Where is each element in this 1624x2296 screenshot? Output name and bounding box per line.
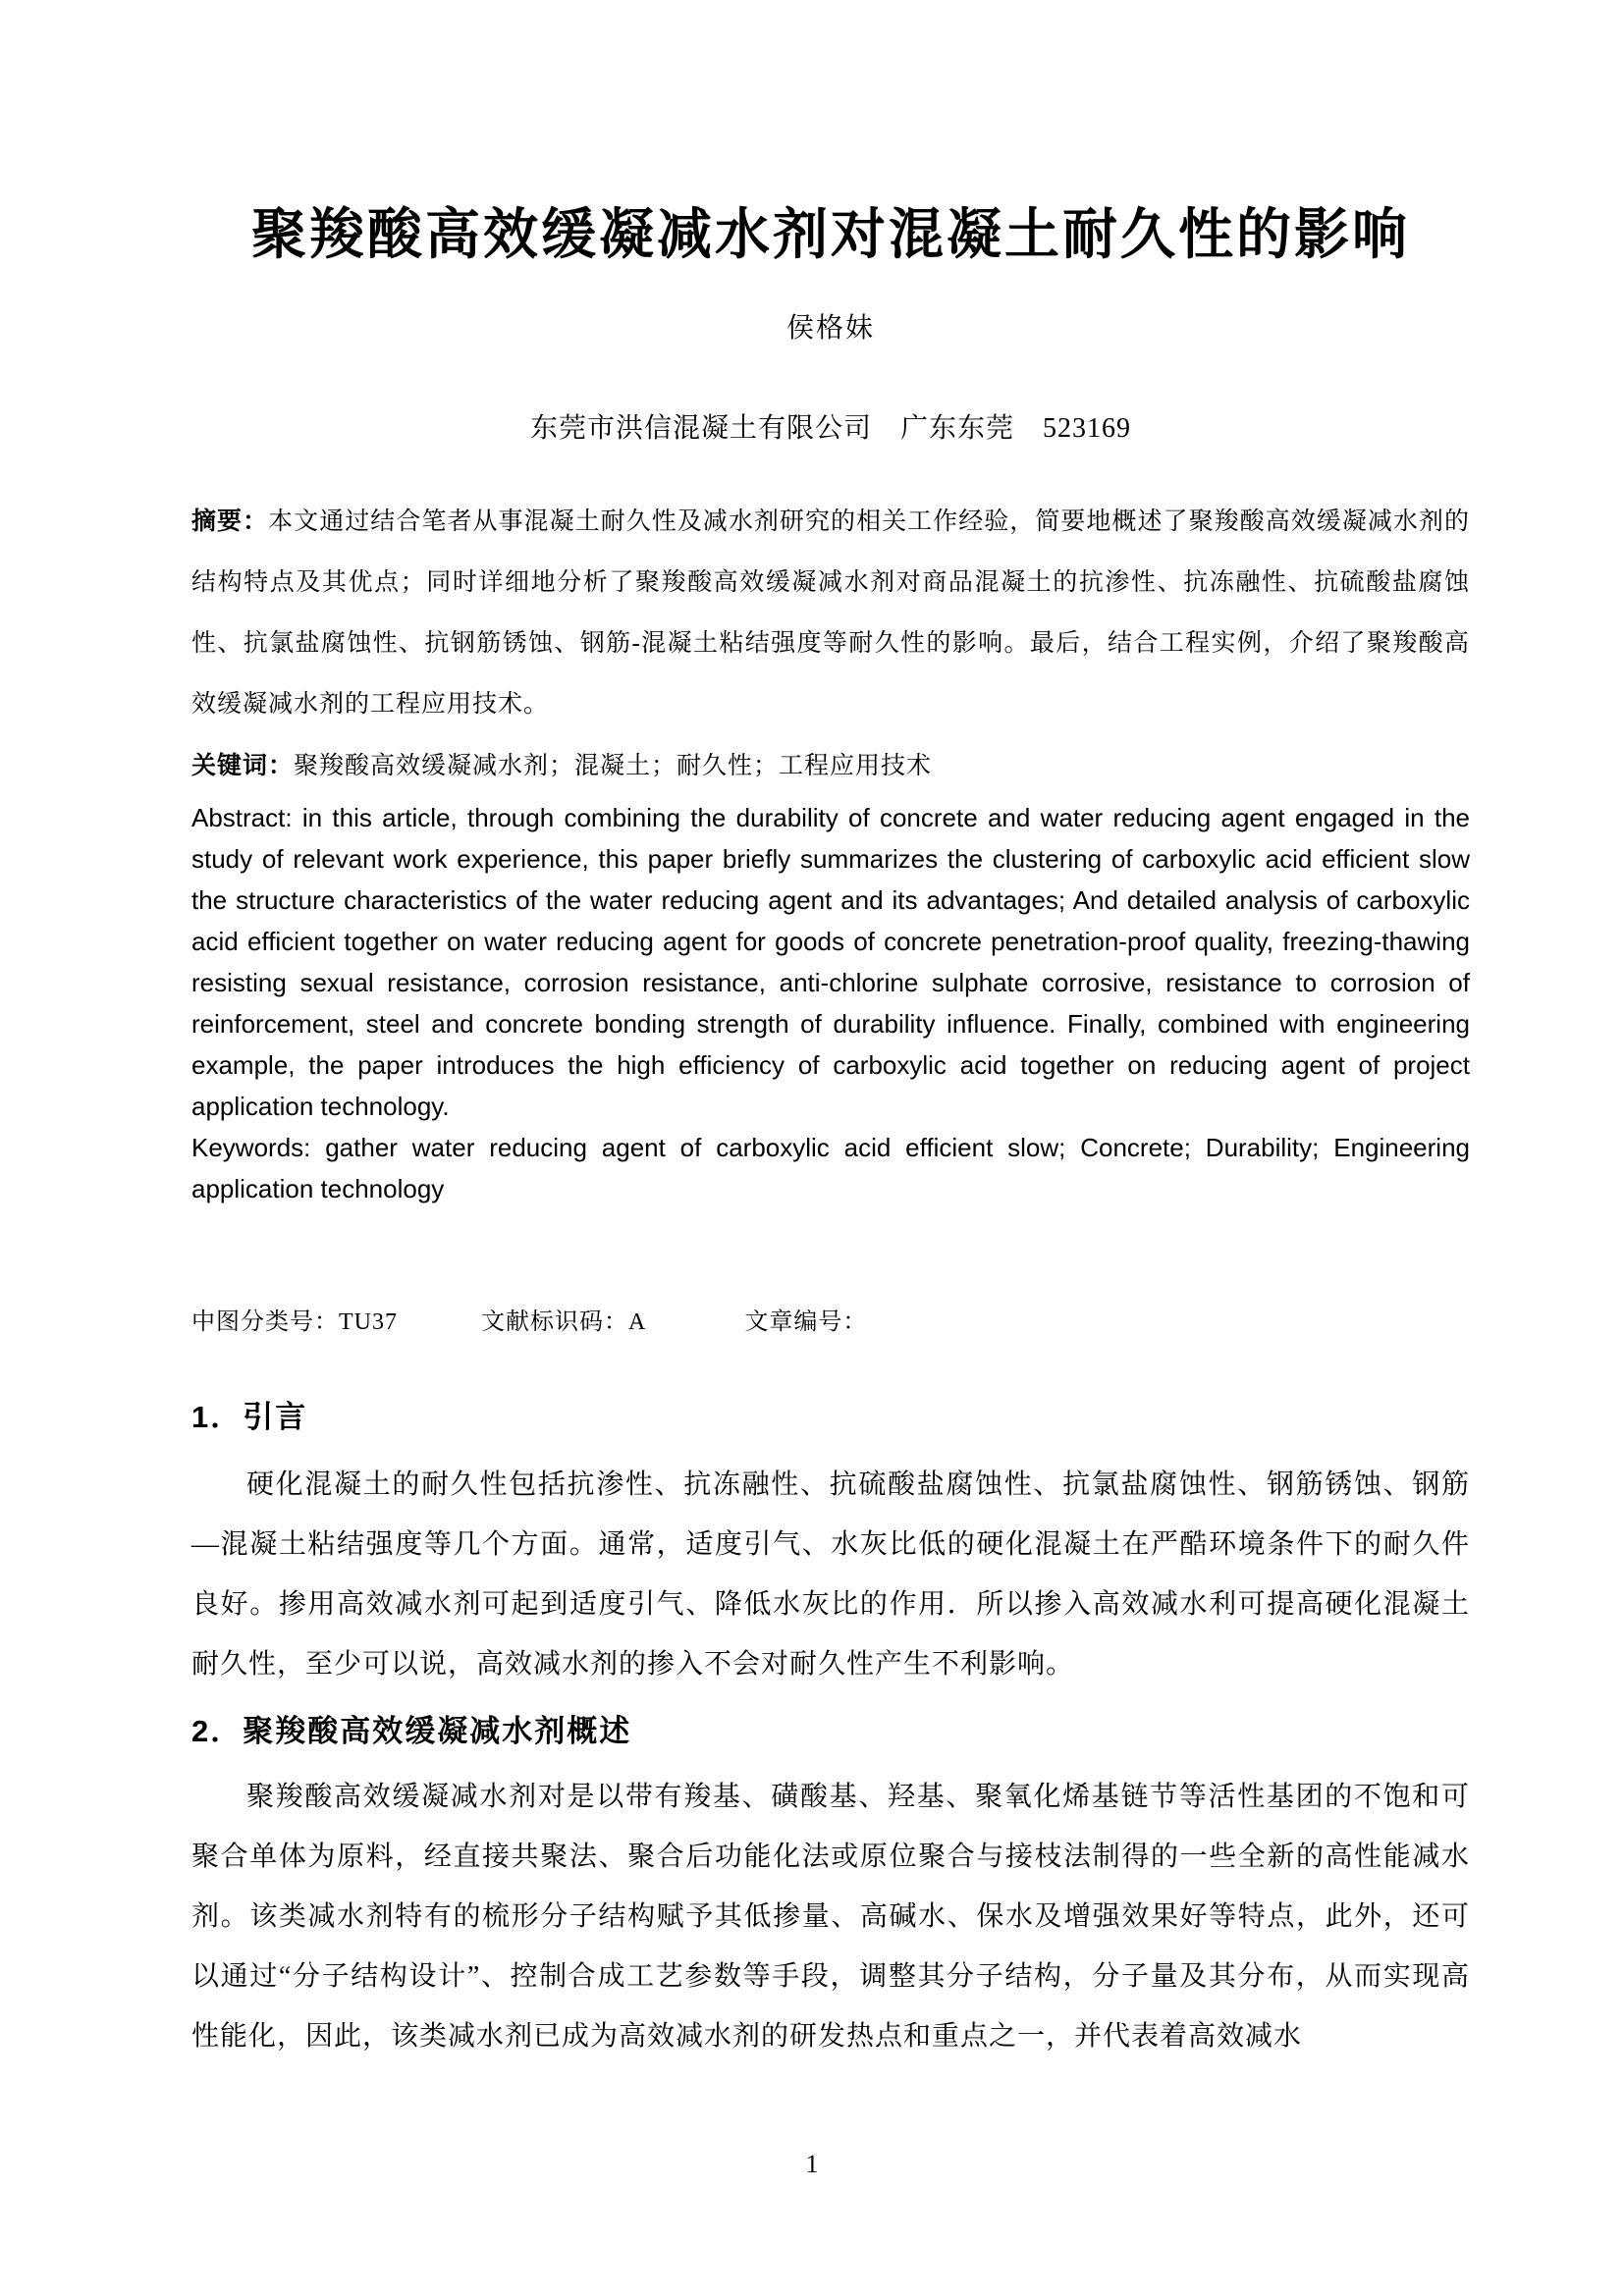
document-code: 文献标识码：A (481, 1309, 647, 1336)
paper-title: 聚羧酸高效缓凝减水剂对混凝土耐久性的影响 (251, 203, 1410, 265)
abstract-cn-label: 摘要： (191, 507, 269, 536)
keywords-cn-label: 关键词： (191, 752, 295, 780)
classification-line (191, 1303, 1470, 1342)
clc-number: 中图分类号：TU37 (191, 1309, 398, 1336)
page-number: 1 (805, 2150, 819, 2178)
keywords-en: Keywords: gather water reducing agent of carboxylic acid efficient slow; Concrete; Durability; Engineering application technology (191, 1133, 1470, 1204)
abstract-cn (191, 491, 1470, 735)
section-1-heading: 1．引言 (191, 1400, 308, 1435)
affiliation: 东莞市洪信混凝土有限公司 广东东莞 523169 (529, 413, 1131, 445)
keywords-cn (191, 735, 1470, 797)
abstract-cn-text: 本文通过结合笔者从事混凝土耐久性及减水剂研究的相关工作经验，简要地概述了聚羧酸高效缓凝减水剂的结构特点及其优点；同时详细地分析了聚羧酸高效缓凝减水剂对商品混凝土的抗渗性、抗冻融性、抗硫酸盐腐蚀性、抗氯盐腐蚀性、抗钢筋锈蚀、钢筋-混凝土粘结强度等耐久性的影响。最后，结合工程实例，介绍了聚羧酸高效缓凝减水剂的工程应用技术。 (191, 508, 1470, 719)
section-2-paragraph: 聚羧酸高效缓凝减水剂对是以带有羧基、磺酸基、羟基、聚氧化烯基链节等活性基团的不饱和可聚合单体为原料，经直接共聚法、聚合后功能化法或原位聚合与接枝法制得的一些全新的高性能减水剂。该类减水剂特有的梳形分子结构赋予其低掺量、高碱水、保水及增强效果好等特点，此外，还可以通过“分子结构设计”、控制合成工艺参数等手段，调整其分子结构，分子量及其分布，从而实现高性能化，因此，该类减水剂已成为高效减水剂的研发热点和重点之一，并代表着高效减水 (191, 1782, 1470, 2053)
section-2-heading: 2．聚羧酸高效缓凝减水剂概述 (191, 1714, 632, 1749)
page-content (191, 0, 1470, 2066)
author: 侯格妹 (785, 313, 875, 345)
abstract-en: Abstract: in this article, through combining the durability of concrete and water reducing agent engaged in the study of relevant work experience, this paper briefly summarizes the clustering of carboxylic acid efficient slow the structure characteristics of the water reducing agent and its advantages; And detailed analysis of carboxylic acid efficient together on water reducing agent for goods of concrete penetration-proof quality, freezing-thawing resisting sexual resistance, corrosion resistance, anti-chlorine sulphate corrosive, resistance to corrosion of reinforcement, steel and concrete bonding strength of durability influence. Finally, combined with engineering example, the paper introduces the high efficiency of carboxylic acid together on reducing agent of project application technology. (191, 803, 1470, 1122)
article-number: 文章编号： (744, 1309, 868, 1336)
keywords-cn-text: 聚羧酸高效缓凝减水剂；混凝土；耐久性；工程应用技术 (294, 753, 933, 780)
section-1-paragraph: 硬化混凝土的耐久性包括抗渗性、抗冻融性、抗硫酸盐腐蚀性、抗氯盐腐蚀性、钢筋锈蚀、钢筋—混凝土粘结强度等几个方面。通常，适度引气、水灰比低的硬化混凝土在严酷环境条件下的耐久件良好。掺用高效减水剂可起到适度引气、降低水灰比的作用．所以掺入高效减水利可提高硬化混凝土耐久性，至少可以说，高效减水剂的掺入不会对耐久性产生不利影响。 (191, 1469, 1470, 1681)
